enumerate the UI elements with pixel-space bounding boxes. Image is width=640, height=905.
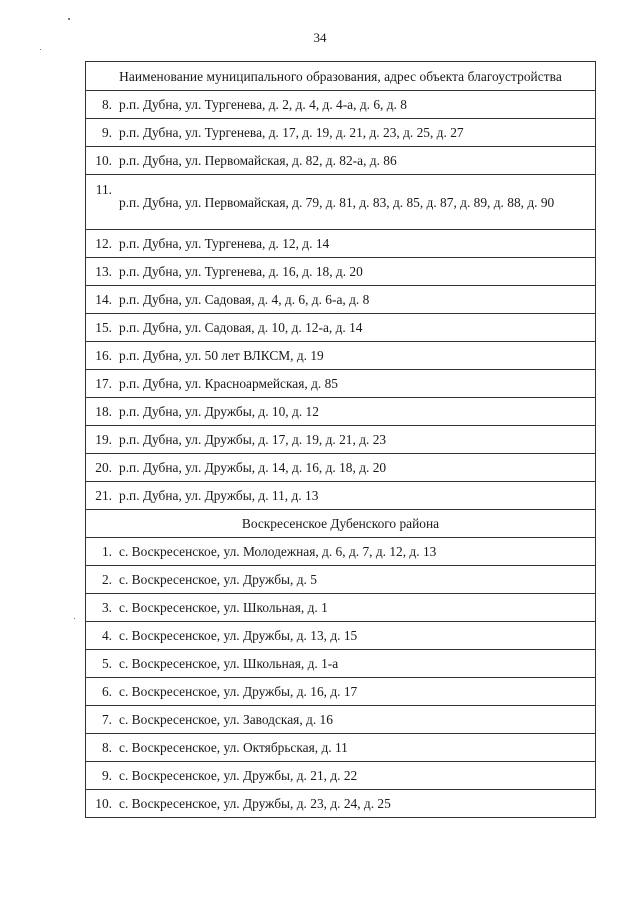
- table-row: [86, 762, 596, 790]
- row-address: с. Воскресенское, ул. Школьная, д. 1-а: [114, 650, 596, 678]
- row-address: р.п. Дубна, ул. 50 лет ВЛКСМ, д. 19: [114, 342, 596, 370]
- table-row: [86, 678, 596, 706]
- row-address: р.п. Дубна, ул. Дружбы, д. 17, д. 19, д. 21, д. 23: [114, 426, 596, 454]
- row-number: 6.: [86, 678, 115, 706]
- row-number: 21.: [86, 482, 115, 510]
- table-row: [86, 594, 596, 622]
- row-address: р.п. Дубна, ул. Тургенева, д. 12, д. 14: [114, 230, 596, 258]
- row-number: 9.: [86, 119, 115, 147]
- table-row: [86, 790, 596, 818]
- row-address: р.п. Дубна, ул. Тургенева, д. 16, д. 18, д. 20: [114, 258, 596, 286]
- row-address: р.п. Дубна, ул. Первомайская, д. 82, д. 82-а, д. 86: [114, 147, 596, 175]
- row-number: 8.: [86, 734, 115, 762]
- table-row: [86, 482, 596, 510]
- table-row: [86, 370, 596, 398]
- row-address: с. Воскресенское, ул. Молодежная, д. 6, д. 7, д. 12, д. 13: [114, 538, 596, 566]
- row-address: с. Воскресенское, ул. Дружбы, д. 13, д. 15: [114, 622, 596, 650]
- row-address: р.п. Дубна, ул. Дружбы, д. 11, д. 13: [114, 482, 596, 510]
- scan-speck: [40, 49, 41, 50]
- table-row: [86, 734, 596, 762]
- row-address: р.п. Дубна, ул. Красноармейская, д. 85: [114, 370, 596, 398]
- row-number: 7.: [86, 706, 115, 734]
- row-address: с. Воскресенское, ул. Дружбы, д. 5: [114, 566, 596, 594]
- row-address: р.п. Дубна, ул. Садовая, д. 10, д. 12-а, д. 14: [114, 314, 596, 342]
- row-number: 3.: [86, 594, 115, 622]
- row-number: 20.: [86, 454, 115, 482]
- row-address: с. Воскресенское, ул. Октябрьская, д. 11: [114, 734, 596, 762]
- page-number: 34: [313, 30, 327, 45]
- row-number: 10.: [86, 790, 115, 818]
- row-number: 17.: [86, 370, 115, 398]
- scan-speck: [68, 18, 70, 20]
- table-row: [86, 538, 596, 566]
- row-address: р.п. Дубна, ул. Тургенева, д. 2, д. 4, д. 4-а, д. 6, д. 8: [114, 91, 596, 119]
- table-row: [86, 454, 596, 482]
- row-number: 2.: [86, 566, 115, 594]
- row-number: 10.: [86, 147, 115, 175]
- table-row: [86, 258, 596, 286]
- row-number: 12.: [86, 230, 115, 258]
- row-number: 5.: [86, 650, 115, 678]
- row-address: с. Воскресенское, ул. Дружбы, д. 21, д. 22: [114, 762, 596, 790]
- row-number: 19.: [86, 426, 115, 454]
- row-number: 14.: [86, 286, 115, 314]
- section-title: Воскресенское Дубенского района: [86, 510, 596, 538]
- table-row: [86, 91, 596, 119]
- table-row: [86, 147, 596, 175]
- row-number: 8.: [86, 91, 115, 119]
- table-row: [86, 314, 596, 342]
- table-row: [86, 706, 596, 734]
- row-number: 11.: [86, 175, 115, 230]
- table-row: [86, 342, 596, 370]
- row-address: с. Воскресенское, ул. Дружбы, д. 23, д. 24, д. 25: [114, 790, 596, 818]
- table-row: [86, 650, 596, 678]
- row-address: р.п. Дубна, ул. Дружбы, д. 14, д. 16, д. 18, д. 20: [114, 454, 596, 482]
- row-address: с. Воскресенское, ул. Заводская, д. 16: [114, 706, 596, 734]
- row-number: 4.: [86, 622, 115, 650]
- row-address: р.п. Дубна, ул. Садовая, д. 4, д. 6, д. 6-а, д. 8: [114, 286, 596, 314]
- table-row: [86, 426, 596, 454]
- row-address: р.п. Дубна, ул. Первомайская, д. 79, д. 81, д. 83, д. 85, д. 87, д. 89, д. 88, д. 90: [114, 175, 596, 230]
- row-address: с. Воскресенское, ул. Школьная, д. 1: [114, 594, 596, 622]
- row-address: р.п. Дубна, ул. Тургенева, д. 17, д. 19, д. 21, д. 23, д. 25, д. 27: [114, 119, 596, 147]
- row-number: 15.: [86, 314, 115, 342]
- table-row: [86, 230, 596, 258]
- row-number: 18.: [86, 398, 115, 426]
- row-number: 13.: [86, 258, 115, 286]
- table-row: [86, 119, 596, 147]
- row-number: 1.: [86, 538, 115, 566]
- table-row: [86, 398, 596, 426]
- row-number: 9.: [86, 762, 115, 790]
- section-row: [86, 510, 596, 538]
- table-header: Наименование муниципального образования, адрес объекта благоустройства: [86, 62, 596, 91]
- table-row: [86, 566, 596, 594]
- row-address: с. Воскресенское, ул. Дружбы, д. 16, д. 17: [114, 678, 596, 706]
- row-address: р.п. Дубна, ул. Дружбы, д. 10, д. 12: [114, 398, 596, 426]
- table-row: [86, 622, 596, 650]
- row-number: 16.: [86, 342, 115, 370]
- table-header-row: [86, 62, 596, 91]
- table-row: [86, 286, 596, 314]
- table-row: [86, 175, 596, 230]
- scan-speck: [74, 618, 75, 619]
- address-table: [85, 61, 596, 818]
